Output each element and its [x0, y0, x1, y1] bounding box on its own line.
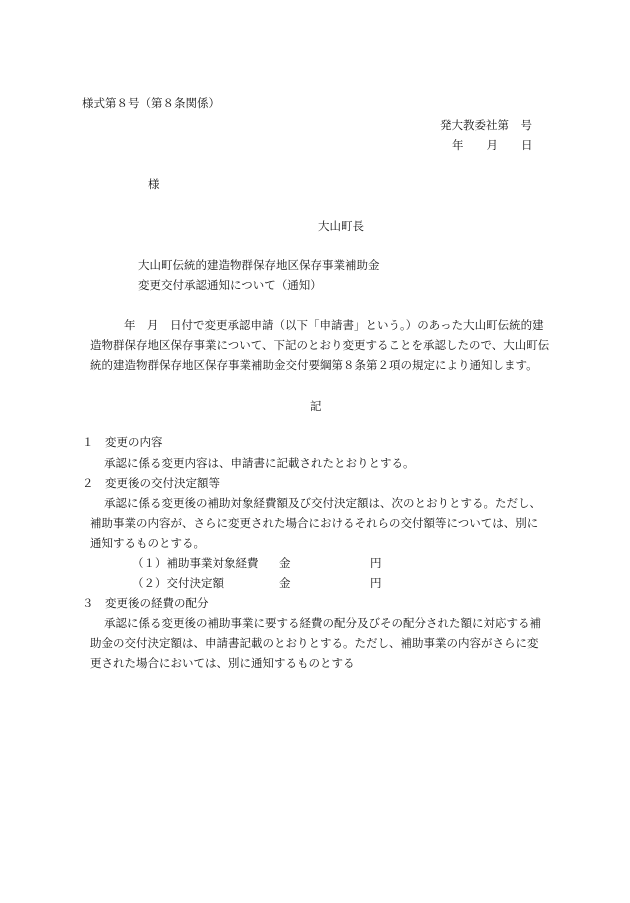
body-line: 年 月 日付で変更承認申請（以下「申請書」という。）のあった大山町伝統的建	[124, 318, 544, 332]
body-line: 造物群保存地区保存事業について、下記のとおり変更することを承認したので、大山町伝	[90, 338, 550, 352]
section-heading: ２ 変更後の交付決定額等	[82, 476, 220, 490]
document-number: 発大教委社第 号	[440, 118, 532, 132]
section-line: 助金の交付決定額は、申請書記載のとおりとする。ただし、補助事業の内容がさらに変	[90, 636, 539, 650]
section-heading: ３ 変更後の経費の配分	[82, 596, 209, 610]
body-line: 統的建造物群保存地区保存事業補助金交付要綱第８条第２項の規定により通知します。	[90, 358, 538, 372]
subject-line: 大山町伝統的建造物群保存地区保存事業補助金	[138, 258, 380, 272]
amount-label: （２）交付決定額	[132, 576, 224, 590]
form-number: 様式第８号（第８条関係）	[82, 96, 220, 110]
amount-unit: 円	[370, 556, 382, 570]
section-line: 更された場合においては、別に通知するものとする	[90, 656, 355, 670]
amount-currency: 金	[279, 576, 291, 590]
amount-unit: 円	[370, 576, 382, 590]
addressee: 様	[148, 177, 160, 191]
issuer: 大山町長	[318, 219, 364, 233]
document-date: 年 月 日	[452, 138, 533, 152]
section-line: 承認に係る変更内容は、申請書に記載されたとおりとする。	[104, 456, 415, 470]
amount-label: （１）補助事業対象経費	[132, 556, 259, 570]
subject-line: 変更交付承認通知について（通知）	[138, 278, 322, 292]
amount-currency: 金	[279, 556, 291, 570]
section-line: 補助事業の内容が、さらに変更された場合におけるそれらの交付額等については、別に	[90, 516, 539, 530]
section-line: 承認に係る変更後の補助事業に要する経費の配分及びその配分された額に対応する補	[104, 616, 541, 630]
section-heading: １ 変更の内容	[82, 435, 163, 449]
ki-heading: 記	[310, 399, 322, 413]
section-line: 承認に係る変更後の補助対象経費額及び交付決定額は、次のとおりとする。ただし、	[104, 496, 541, 510]
section-line: 通知するものとする。	[90, 536, 205, 550]
